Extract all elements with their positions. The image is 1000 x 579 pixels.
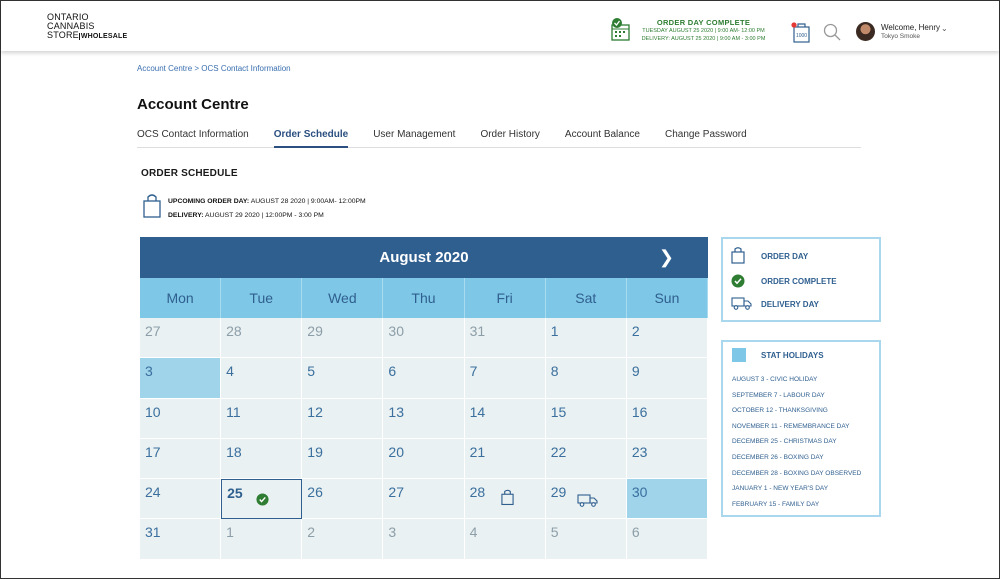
day-number: 1	[550, 323, 559, 339]
calendar-day[interactable]	[627, 439, 708, 479]
day-number: 3	[145, 363, 153, 380]
calendar-day[interactable]	[140, 519, 221, 559]
store-logo[interactable]	[47, 13, 127, 41]
holiday-item: AUGUST 3 - CIVIC HOLIDAY	[732, 376, 818, 383]
calendar-day[interactable]	[546, 479, 627, 519]
calendar-day[interactable]	[627, 318, 708, 358]
holiday-item: FEBRUARY 15 - FAMILY DAY	[732, 500, 820, 508]
calendar-day[interactable]	[465, 479, 546, 519]
tab-order-history[interactable]: Order History	[480, 129, 540, 140]
calendar-day[interactable]	[465, 318, 546, 358]
order-status-banner	[636, 18, 771, 43]
day-number: 31	[469, 323, 486, 339]
day-number: 13	[388, 403, 404, 420]
holiday-list	[732, 372, 861, 512]
day-number: 20	[388, 443, 404, 460]
calendar-day[interactable]	[302, 479, 383, 519]
day-number: 4	[469, 524, 478, 541]
holiday-item: NOVEMBER 11 - REMEMBRANCE DAY	[732, 422, 850, 430]
calendar-day[interactable]	[221, 519, 302, 559]
top-bar	[1, 1, 999, 51]
calendar-day[interactable]	[465, 519, 546, 559]
day-number: 11	[226, 403, 241, 420]
calendar-day[interactable]	[383, 519, 464, 559]
calendar-day[interactable]	[383, 399, 464, 439]
delivery-value: AUGUST 29 2020 | 12:00PM - 3:00 PM	[205, 212, 324, 219]
day-number: 3	[388, 524, 397, 541]
check-circle-icon	[256, 493, 269, 506]
holiday-item: DECEMBER 28 - BOXING DAY OBSERVED	[732, 469, 862, 477]
calendar-day[interactable]	[627, 519, 708, 559]
day-number: 4	[226, 363, 234, 380]
calendar-day[interactable]	[546, 358, 627, 398]
day-number: 18	[226, 443, 242, 460]
check-circle-icon	[731, 274, 745, 288]
day-number: 5	[550, 524, 559, 541]
calendar-day[interactable]	[140, 358, 221, 398]
day-number: 22	[550, 443, 567, 460]
weekday-row	[140, 278, 708, 318]
day-number: 21	[469, 443, 486, 460]
logo-line	[47, 31, 127, 41]
calendar-day-today[interactable]	[221, 479, 302, 519]
delivery-label: DELIVERY:	[168, 212, 204, 219]
weekday-label: Tue	[221, 278, 302, 318]
day-number: 14	[469, 403, 486, 420]
user-menu[interactable]	[881, 23, 940, 40]
day-number: 12	[307, 403, 323, 420]
day-number: 30	[631, 484, 648, 501]
calendar-day[interactable]	[302, 358, 383, 398]
day-number: 26	[307, 484, 323, 501]
tab-user-management[interactable]: User Management	[373, 129, 456, 140]
breadcrumb[interactable]: Account Centre > OCS Contact Information	[137, 64, 291, 73]
weekday-label: Wed	[302, 278, 383, 318]
calendar-day[interactable]	[140, 318, 221, 358]
stat-holidays-title: STAT HOLIDAYS	[761, 351, 824, 360]
day-number: 9	[631, 363, 640, 380]
logo-wholesale-tag: WHOLESALE	[80, 33, 128, 40]
legend-delivery-day: DELIVERY DAY	[761, 300, 819, 309]
calendar-day[interactable]	[546, 519, 627, 559]
shopping-bag-icon	[142, 194, 162, 218]
upcoming-label: UPCOMING ORDER DAY:	[168, 198, 250, 205]
calendar-header	[140, 237, 708, 278]
weekday-label: Mon	[140, 278, 221, 318]
day-number: 30	[388, 323, 404, 339]
calendar-day[interactable]	[140, 439, 221, 479]
delivery-truck-icon	[731, 296, 753, 310]
calendar-day[interactable]	[302, 318, 383, 358]
legend-order-complete: ORDER COMPLETE	[761, 277, 837, 286]
section-heading: ORDER SCHEDULE	[141, 168, 238, 179]
day-number: 16	[631, 403, 648, 420]
avatar[interactable]	[856, 22, 875, 41]
weekday-label: Thu	[383, 278, 464, 318]
logo-line: CANNABIS	[47, 21, 95, 31]
calendar-check-icon	[611, 18, 631, 42]
day-number: 15	[550, 403, 567, 420]
calendar-day[interactable]	[627, 399, 708, 439]
calendar-month: August 2020	[379, 249, 469, 266]
weekday-label: Sun	[627, 278, 708, 318]
day-number: 17	[145, 443, 161, 460]
stat-holidays-panel	[721, 340, 881, 517]
holiday-item: SEPTEMBER 7 - LABOUR DAY	[732, 391, 825, 399]
calendar-day[interactable]	[302, 399, 383, 439]
day-number: 23	[631, 443, 648, 460]
logo-line: ONTARIO	[47, 12, 89, 22]
day-number: 31	[145, 524, 161, 541]
calendar-day[interactable]	[221, 399, 302, 439]
day-number: 6	[388, 363, 397, 380]
calendar-day[interactable]	[546, 318, 627, 358]
holiday-item: JANUARY 1 - NEW YEAR'S DAY	[732, 485, 829, 493]
day-number: 6	[631, 524, 640, 541]
day-number: 2	[307, 524, 316, 541]
tab-change-password[interactable]: Change Password	[664, 129, 747, 140]
weekday-label: Sat	[546, 278, 627, 318]
shopping-bag-icon	[731, 247, 745, 264]
calendar	[140, 237, 708, 560]
upcoming-value: AUGUST 28 2020 | 9:00AM- 12:00PM	[250, 198, 366, 205]
day-number: 2	[631, 323, 640, 339]
calendar-day[interactable]	[383, 439, 464, 479]
calendar-day[interactable]	[140, 399, 221, 439]
calendar-day[interactable]	[302, 439, 383, 479]
cart-count: 1000	[795, 33, 808, 39]
calendar-day[interactable]	[383, 479, 464, 519]
calendar-day[interactable]	[221, 318, 302, 358]
calendar-grid	[140, 318, 708, 560]
holiday-item: OCTOBER 12 - THANKSGIVING	[732, 407, 828, 415]
calendar-day[interactable]	[627, 358, 708, 398]
calendar-day[interactable]	[383, 358, 464, 398]
tab-ocs-contact-information[interactable]: OCS Contact Information	[137, 129, 249, 140]
tab-account-balance[interactable]: Account Balance	[564, 129, 640, 140]
holiday-item: DECEMBER 26 - BOXING DAY	[732, 453, 824, 461]
order-status-line: TUESDAY AUGUST 25 2020 | 9:00 AM- 12:00 PM	[642, 28, 765, 34]
day-number: 28	[469, 484, 486, 501]
delivery-truck-icon	[577, 493, 599, 507]
day-number: 1	[226, 524, 234, 541]
day-number: 8	[550, 363, 559, 380]
calendar-day[interactable]	[465, 399, 546, 439]
legend-order-day: ORDER DAY	[761, 252, 809, 261]
day-number: 19	[307, 443, 323, 460]
day-number: 29	[307, 323, 323, 339]
day-number: 5	[307, 363, 316, 380]
day-number: 25	[227, 485, 243, 502]
calendar-day[interactable]	[221, 358, 302, 398]
cart-icon[interactable]	[791, 21, 813, 43]
account-tabs	[137, 129, 861, 148]
calendar-day[interactable]	[546, 399, 627, 439]
day-number: 10	[145, 403, 161, 420]
weekday-label: Fri	[465, 278, 546, 318]
welcome-text: Welcome, Henry	[881, 23, 940, 32]
shopping-bag-icon	[501, 489, 514, 506]
chevron-right-icon[interactable]: ❯	[658, 247, 674, 267]
day-number: 7	[469, 363, 478, 380]
order-status-line: DELIVERY: AUGUST 25 2020 | 9:00 AM - 3:00 PM	[641, 36, 766, 42]
day-number: 27	[388, 484, 404, 501]
calendar-day[interactable]	[465, 358, 546, 398]
day-number: 29	[550, 484, 567, 501]
calendar-day[interactable]	[627, 479, 708, 519]
calendar-day[interactable]	[383, 318, 464, 358]
tab-order-schedule[interactable]: Order Schedule	[274, 129, 348, 148]
calendar-day[interactable]	[140, 479, 221, 519]
calendar-day[interactable]	[221, 439, 302, 479]
calendar-day[interactable]	[302, 519, 383, 559]
holiday-item: DECEMBER 25 - CHRISTMAS DAY	[732, 438, 837, 446]
day-number: 24	[145, 484, 161, 501]
day-number: 27	[145, 323, 161, 339]
search-icon[interactable]	[823, 23, 841, 41]
calendar-day[interactable]	[465, 439, 546, 479]
order-status-title: ORDER DAY COMPLETE	[656, 18, 751, 27]
day-number: 28	[226, 323, 242, 339]
calendar-legend	[721, 237, 881, 322]
holiday-swatch	[732, 348, 746, 362]
logo-store: STORE	[47, 30, 79, 40]
upcoming-order-info	[168, 195, 366, 223]
company-name: Tokyo Smoke	[881, 33, 921, 40]
page-title: Account Centre	[137, 96, 249, 113]
calendar-day[interactable]	[546, 439, 627, 479]
chevron-down-icon[interactable]: ⌄	[941, 24, 948, 33]
